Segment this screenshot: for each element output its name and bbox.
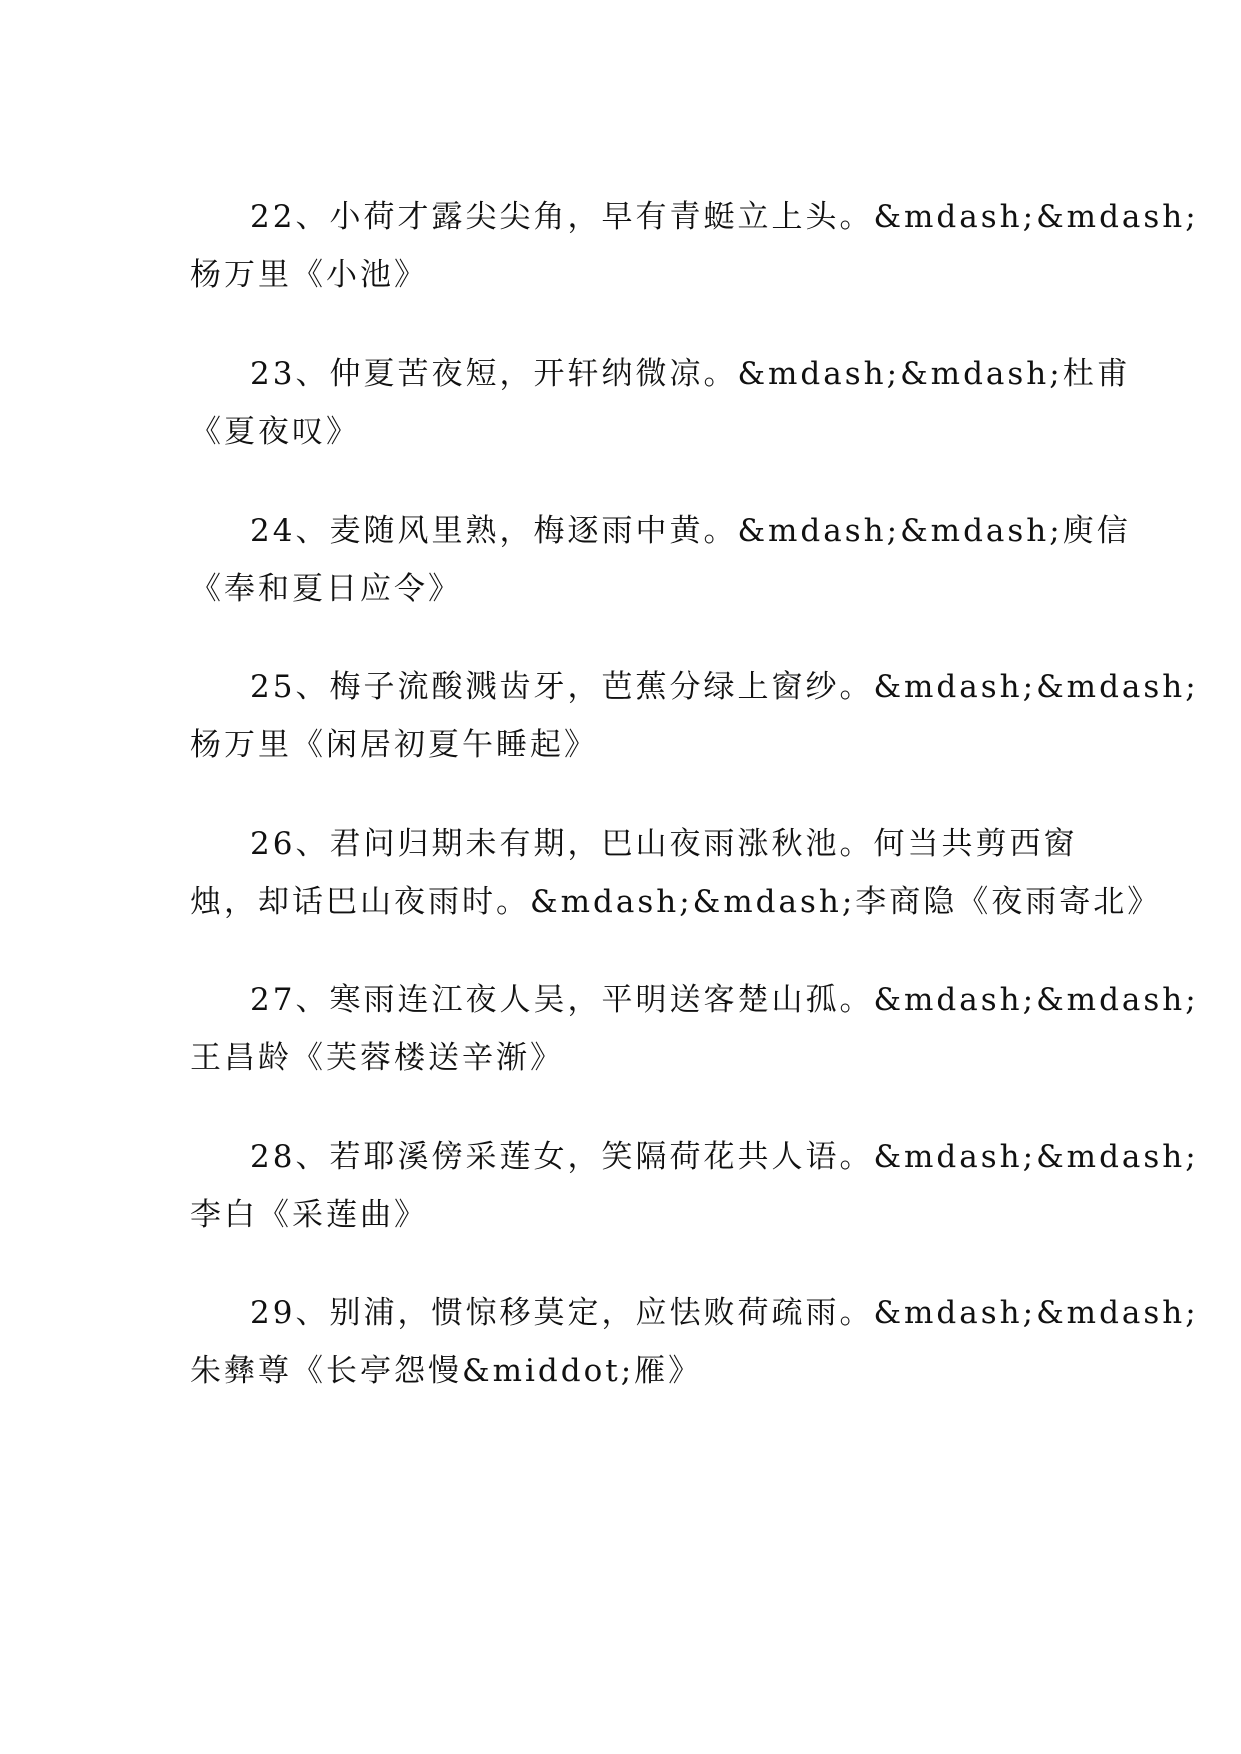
poem-entry-27 bbox=[190, 971, 1199, 1087]
entry-line-1: 26、君问归期未有期，巴山夜雨涨秋池。何当共剪西窗 bbox=[250, 826, 1078, 862]
entry-line-1: 29、别浦，惯惊移莫定，应怯败荷疏雨。&mdash;&mdash; bbox=[250, 1295, 1199, 1331]
entry-line-2: 李白《采莲曲》 bbox=[190, 1197, 428, 1233]
poem-entry-24 bbox=[190, 502, 1131, 618]
entry-line-2: 烛，却话巴山夜雨时。&mdash;&mdash;李商隐《夜雨寄北》 bbox=[190, 884, 1162, 920]
entry-line-1: 23、仲夏苦夜短，开轩纳微凉。&mdash;&mdash;杜甫 bbox=[250, 356, 1131, 392]
entry-line-1: 24、麦随风里熟，梅逐雨中黄。&mdash;&mdash;庾信 bbox=[250, 513, 1131, 549]
poem-entry-28 bbox=[190, 1128, 1199, 1244]
poem-entry-29 bbox=[190, 1284, 1199, 1400]
entry-line-2: 杨万里《闲居初夏午睡起》 bbox=[190, 727, 598, 763]
poem-entry-23 bbox=[190, 345, 1131, 461]
entry-line-2: 王昌龄《芙蓉楼送辛渐》 bbox=[190, 1040, 564, 1076]
entry-line-2: 朱彝尊《长亭怨慢&middot;雁》 bbox=[190, 1353, 703, 1389]
entry-line-2: 《夏夜叹》 bbox=[190, 414, 360, 450]
entry-line-2: 《奉和夏日应令》 bbox=[190, 571, 462, 607]
entry-line-1: 22、小荷才露尖尖角，早有青蜓立上头。&mdash;&mdash; bbox=[250, 199, 1199, 235]
poem-entry-25 bbox=[190, 658, 1199, 774]
entry-line-2: 杨万里《小池》 bbox=[190, 257, 428, 293]
entry-line-1: 25、梅子流酸溅齿牙，芭蕉分绿上窗纱。&mdash;&mdash; bbox=[250, 669, 1199, 705]
poem-entry-26 bbox=[190, 815, 1162, 931]
entry-line-1: 28、若耶溪傍采莲女，笑隔荷花共人语。&mdash;&mdash; bbox=[250, 1139, 1199, 1175]
entry-line-1: 27、寒雨连江夜人吴，平明送客楚山孤。&mdash;&mdash; bbox=[250, 982, 1199, 1018]
poem-entry-22 bbox=[190, 188, 1199, 304]
